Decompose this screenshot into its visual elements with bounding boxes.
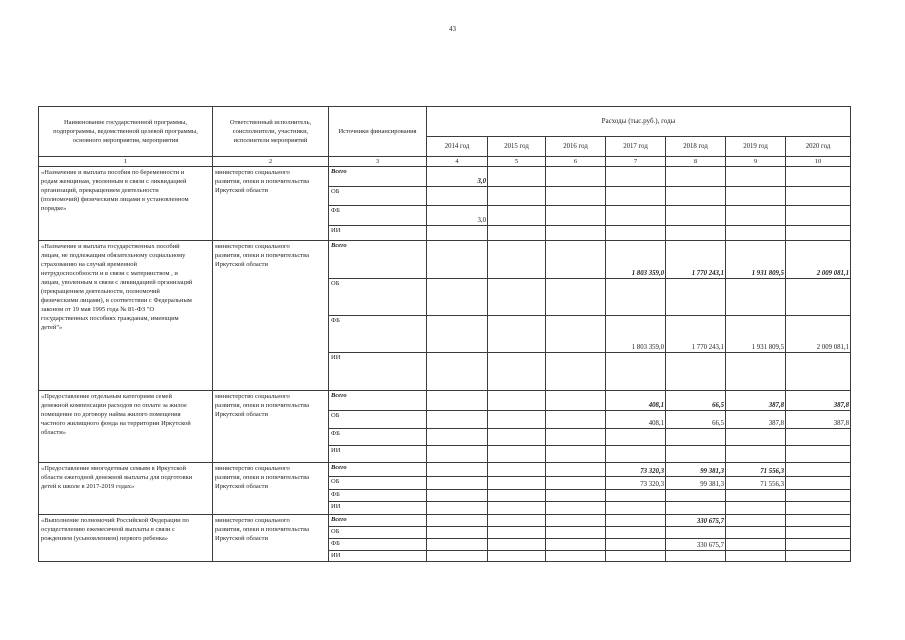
- value-cell: [488, 226, 546, 241]
- value-cell: [546, 279, 606, 316]
- value-cell: [427, 241, 488, 279]
- value-cell: [546, 206, 606, 226]
- header-numbers-row: [39, 157, 851, 167]
- value-cell: 330 675,7: [666, 515, 726, 527]
- value-cell: [546, 353, 606, 391]
- value-cell: 66,5: [666, 411, 726, 429]
- value-cell: [546, 527, 606, 539]
- value-cell: [427, 515, 488, 527]
- value-cell: [427, 316, 488, 353]
- value-cell: [786, 551, 851, 562]
- value-cell: [786, 463, 851, 477]
- executor-cell: министерство социального развития, опеки и попечительства Иркутской области: [213, 515, 329, 562]
- value-cell: 408,1: [606, 411, 666, 429]
- value-cell: [546, 411, 606, 429]
- value-cell: [488, 353, 546, 391]
- value-cell: 387,8: [786, 391, 851, 411]
- value-cell: [427, 226, 488, 241]
- value-cell: [488, 490, 546, 502]
- value-cell: [427, 463, 488, 477]
- funding-source-label: ФБ: [329, 539, 427, 551]
- value-cell: [726, 446, 786, 463]
- value-cell: [666, 187, 726, 206]
- value-cell: [786, 187, 851, 206]
- page-number: 43: [449, 25, 456, 33]
- value-cell: 71 556,3: [726, 477, 786, 490]
- value-cell: [488, 167, 546, 187]
- value-cell: [666, 502, 726, 515]
- funding-source-label: Всего: [329, 241, 427, 279]
- value-cell: [427, 551, 488, 562]
- year-header: 2017 год: [606, 137, 666, 157]
- value-cell: [488, 187, 546, 206]
- value-cell: [488, 463, 546, 477]
- value-cell: [606, 206, 666, 226]
- value-cell: [786, 477, 851, 490]
- value-cell: [488, 241, 546, 279]
- value-cell: [488, 429, 546, 446]
- program-name-cell: «Назначение и выплата государственных пособий лицам, не подлежащим обязательному социальному страхованию на случай временной нетрудоспособности и в связи с материнством , и лицам, уволенным в связи с ликвидацией организаций (прекращением деятельности, полномочий физическими лицами), в соответствии с Федеральным законом от 19 мая 1995 года № 81-ФЗ "О государственных пособиях гражданам, имеющим детей"»: [39, 241, 213, 391]
- value-cell: [488, 391, 546, 411]
- value-cell: [488, 551, 546, 562]
- table-row: [39, 515, 851, 527]
- funding-source-label: ФБ: [329, 490, 427, 502]
- value-cell: [546, 187, 606, 206]
- value-cell: [726, 490, 786, 502]
- funding-source-label: Всего: [329, 515, 427, 527]
- value-cell: 66,5: [666, 391, 726, 411]
- value-cell: [606, 502, 666, 515]
- column-number: 4: [427, 157, 488, 167]
- value-cell: [666, 279, 726, 316]
- value-cell: 387,8: [786, 411, 851, 429]
- value-cell: 2 009 081,1: [786, 316, 851, 353]
- value-cell: [786, 527, 851, 539]
- executor-cell: министерство социального развития, опеки и попечительства Иркутской области: [213, 463, 329, 515]
- value-cell: [488, 477, 546, 490]
- year-header: 2014 год: [427, 137, 488, 157]
- value-cell: [666, 167, 726, 187]
- value-cell: [726, 515, 786, 527]
- value-cell: 387,8: [726, 391, 786, 411]
- value-cell: [786, 353, 851, 391]
- value-cell: [488, 279, 546, 316]
- value-cell: [726, 279, 786, 316]
- year-header: 2015 год: [488, 137, 546, 157]
- value-cell: [606, 167, 666, 187]
- value-cell: 1 770 243,1: [666, 241, 726, 279]
- value-cell: [427, 539, 488, 551]
- value-cell: [606, 515, 666, 527]
- value-cell: [546, 551, 606, 562]
- value-cell: [786, 446, 851, 463]
- funding-source-label: ОБ: [329, 527, 427, 539]
- value-cell: [786, 490, 851, 502]
- value-cell: [546, 446, 606, 463]
- value-cell: [786, 206, 851, 226]
- value-cell: [546, 539, 606, 551]
- header-funding-sources: Источники финансирования: [329, 107, 427, 157]
- value-cell: [786, 429, 851, 446]
- value-cell: [546, 463, 606, 477]
- value-cell: 330 675,7: [666, 539, 726, 551]
- value-cell: [726, 539, 786, 551]
- value-cell: [427, 490, 488, 502]
- table-row: [39, 391, 851, 411]
- value-cell: [726, 206, 786, 226]
- table-row: [39, 241, 851, 279]
- column-number: 9: [726, 157, 786, 167]
- funding-source-label: ИИ: [329, 226, 427, 241]
- value-cell: [726, 187, 786, 206]
- column-number: 5: [488, 157, 546, 167]
- program-name-cell: «Назначение и выплата пособия по беременности и родам женщинам, уволенным в связи с ликвидацией организаций, прекращением деятельности (полномочий) физическими лицами в установленном порядке»: [39, 167, 213, 241]
- value-cell: [488, 527, 546, 539]
- value-cell: 73 320,3: [606, 463, 666, 477]
- value-cell: [726, 551, 786, 562]
- value-cell: [488, 446, 546, 463]
- value-cell: [546, 316, 606, 353]
- column-number: 7: [606, 157, 666, 167]
- funding-source-label: ОБ: [329, 477, 427, 490]
- value-cell: [546, 477, 606, 490]
- value-cell: 1 931 809,5: [726, 241, 786, 279]
- value-cell: [546, 241, 606, 279]
- column-number: 8: [666, 157, 726, 167]
- funding-source-label: ОБ: [329, 279, 427, 316]
- value-cell: 99 381,3: [666, 463, 726, 477]
- value-cell: [427, 477, 488, 490]
- value-cell: [726, 353, 786, 391]
- value-cell: [546, 502, 606, 515]
- program-name-cell: «Предоставление отдельным категориям семей денежной компенсации расходов по оплате за жилое помещение по договору найма жилого помещения частного жилищного фонда на территории Иркутской области»: [39, 391, 213, 463]
- funding-source-label: ИИ: [329, 551, 427, 562]
- value-cell: [488, 502, 546, 515]
- value-cell: [488, 539, 546, 551]
- value-cell: 1 803 359,0: [606, 241, 666, 279]
- executor-cell: министерство социального развития, опеки и попечительства Иркутской области: [213, 241, 329, 391]
- table-row: [39, 463, 851, 477]
- value-cell: [786, 539, 851, 551]
- funding-source-label: Всего: [329, 463, 427, 477]
- year-header: 2018 год: [666, 137, 726, 157]
- value-cell: [726, 429, 786, 446]
- column-number: 10: [786, 157, 851, 167]
- value-cell: [427, 411, 488, 429]
- value-cell: 387,8: [726, 411, 786, 429]
- header-expenses: Расходы (тыс.руб.), годы: [427, 107, 851, 137]
- value-cell: [546, 515, 606, 527]
- value-cell: 1 803 359,0: [606, 316, 666, 353]
- value-cell: [546, 391, 606, 411]
- header-executor: Ответственный исполнитель, соисполнители, участники, исполнители мероприятий: [213, 107, 329, 157]
- value-cell: [488, 316, 546, 353]
- value-cell: [786, 167, 851, 187]
- value-cell: [427, 353, 488, 391]
- value-cell: [427, 446, 488, 463]
- value-cell: 3,0: [427, 206, 488, 226]
- value-cell: [666, 446, 726, 463]
- value-cell: [427, 279, 488, 316]
- value-cell: [546, 167, 606, 187]
- table-header: [39, 107, 851, 167]
- header-program-name: Наименование государственной программы, подпрограммы, ведомственной целевой программы, основного мероприятия, мероприятия: [39, 107, 213, 157]
- value-cell: 99 381,3: [666, 477, 726, 490]
- value-cell: [606, 279, 666, 316]
- value-cell: [546, 429, 606, 446]
- value-cell: [606, 446, 666, 463]
- value-cell: [606, 187, 666, 206]
- value-cell: [427, 502, 488, 515]
- value-cell: [427, 527, 488, 539]
- value-cell: 2 009 081,1: [786, 241, 851, 279]
- budget-table: [38, 106, 851, 562]
- value-cell: [427, 187, 488, 206]
- executor-cell: министерство социального развития, опеки и попечительства Иркутской области: [213, 391, 329, 463]
- funding-source-label: ИИ: [329, 446, 427, 463]
- value-cell: [726, 502, 786, 515]
- funding-source-label: Всего: [329, 391, 427, 411]
- value-cell: 73 320,3: [606, 477, 666, 490]
- value-cell: [726, 167, 786, 187]
- value-cell: 3,0: [427, 167, 488, 187]
- table-body: [39, 167, 851, 562]
- funding-source-label: ФБ: [329, 206, 427, 226]
- value-cell: 1 770 243,1: [666, 316, 726, 353]
- value-cell: 1 931 809,5: [726, 316, 786, 353]
- value-cell: [666, 353, 726, 391]
- value-cell: 71 556,3: [726, 463, 786, 477]
- value-cell: [666, 429, 726, 446]
- program-name-cell: «Предоставление многодетным семьям в Иркутской области ежегодной денежной выплаты для подготовки детей к школе в 2017-2019 годах»: [39, 463, 213, 515]
- value-cell: [427, 391, 488, 411]
- funding-source-label: Всего: [329, 167, 427, 187]
- program-name-cell: «Выполнение полномочий Российской Федерации по осуществлению ежемесячной выплаты в связи с рождением (усыновлением) первого ребенка»: [39, 515, 213, 562]
- funding-source-label: ФБ: [329, 316, 427, 353]
- funding-source-label: ФБ: [329, 429, 427, 446]
- value-cell: [488, 411, 546, 429]
- column-number: 3: [329, 157, 427, 167]
- value-cell: [427, 429, 488, 446]
- value-cell: [606, 539, 666, 551]
- value-cell: [666, 551, 726, 562]
- value-cell: [488, 206, 546, 226]
- table-row: [39, 167, 851, 187]
- funding-source-label: ОБ: [329, 187, 427, 206]
- value-cell: [666, 226, 726, 241]
- value-cell: [606, 353, 666, 391]
- column-number: 6: [546, 157, 606, 167]
- value-cell: [666, 490, 726, 502]
- header-row: [39, 107, 851, 137]
- value-cell: [606, 551, 666, 562]
- value-cell: [786, 279, 851, 316]
- column-number: 2: [213, 157, 329, 167]
- value-cell: [786, 502, 851, 515]
- value-cell: [726, 226, 786, 241]
- funding-source-label: ИИ: [329, 353, 427, 391]
- value-cell: [786, 226, 851, 241]
- year-header: 2019 год: [726, 137, 786, 157]
- funding-source-label: ОБ: [329, 411, 427, 429]
- year-header: 2020 год: [786, 137, 851, 157]
- funding-source-label: ИИ: [329, 502, 427, 515]
- executor-cell: министерство социального развития, опеки и попечительства Иркутской области: [213, 167, 329, 241]
- value-cell: [786, 515, 851, 527]
- year-header: 2016 год: [546, 137, 606, 157]
- value-cell: [546, 490, 606, 502]
- value-cell: [666, 527, 726, 539]
- value-cell: 408,1: [606, 391, 666, 411]
- column-number: 1: [39, 157, 213, 167]
- value-cell: [546, 226, 606, 241]
- value-cell: [666, 206, 726, 226]
- value-cell: [606, 490, 666, 502]
- value-cell: [606, 527, 666, 539]
- value-cell: [606, 429, 666, 446]
- value-cell: [606, 226, 666, 241]
- value-cell: [488, 515, 546, 527]
- value-cell: [726, 527, 786, 539]
